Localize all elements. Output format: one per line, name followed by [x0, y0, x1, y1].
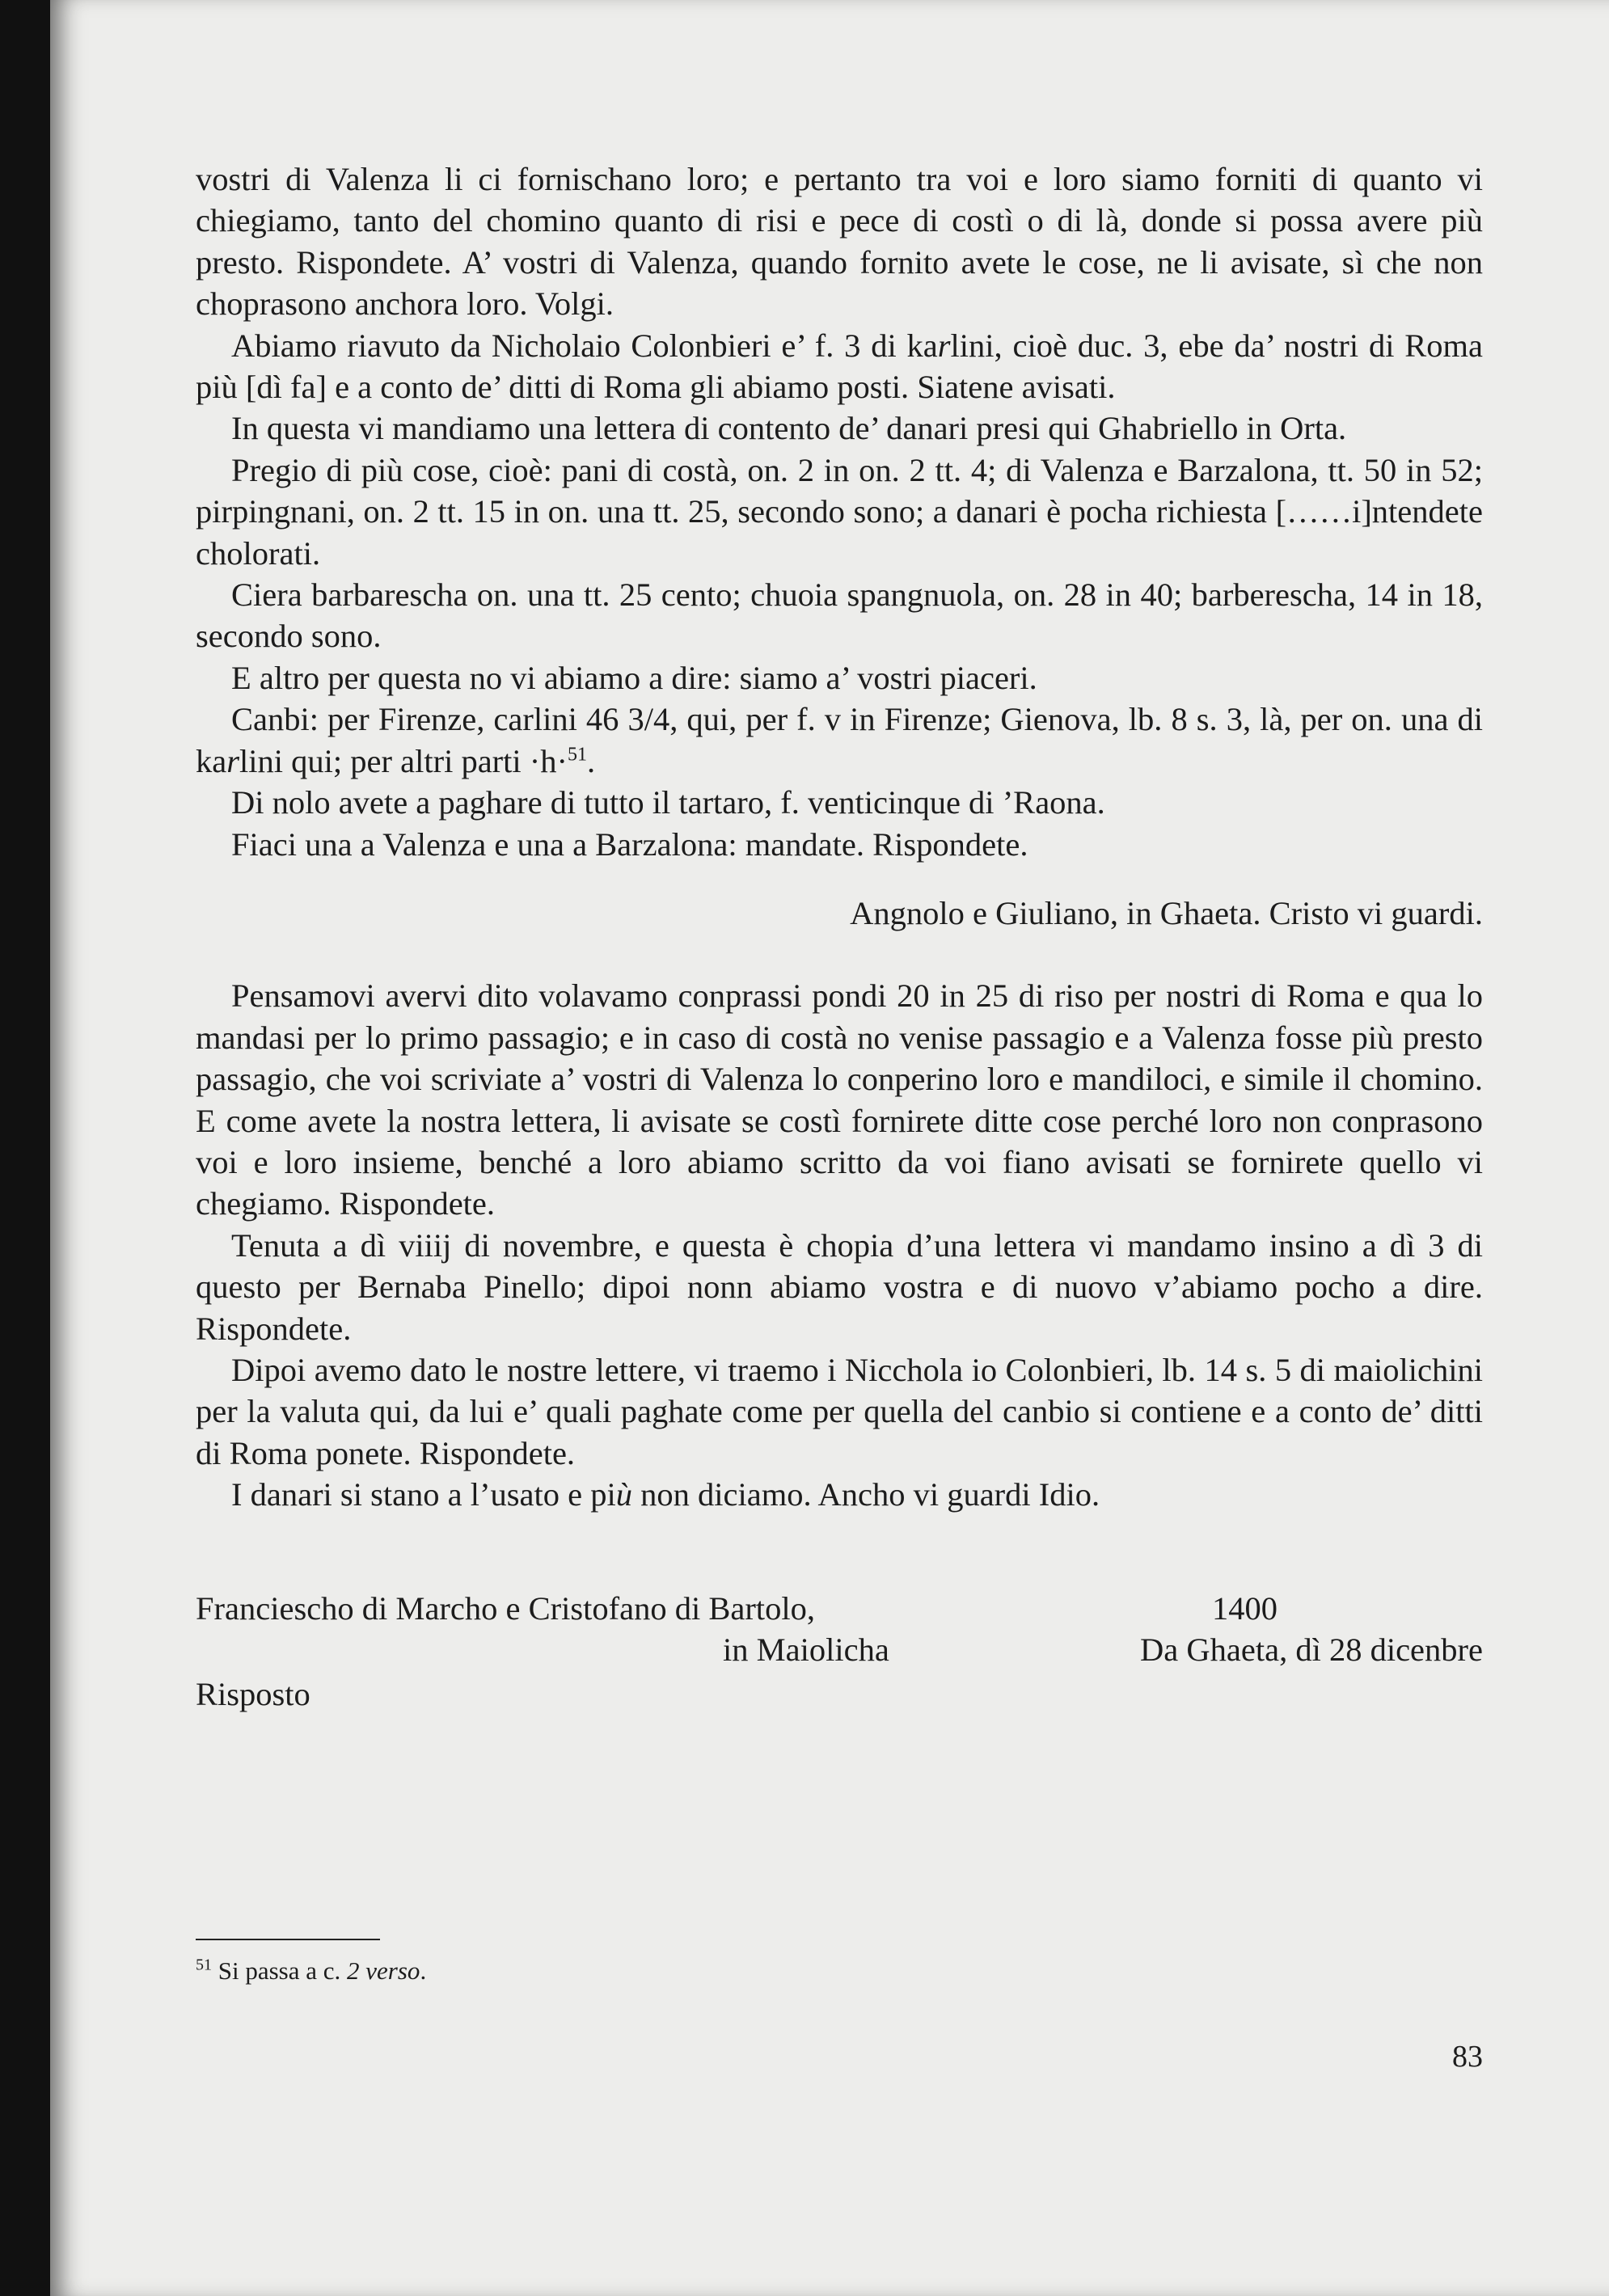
paragraph — [196, 699, 1483, 782]
addressee: Franciescho di Marcho e Cristofano di Bartolo, — [196, 1590, 815, 1627]
closing-signature: Angnolo e Giuliano, in Ghaeta. Cristo vi guardi. — [850, 894, 1483, 931]
footnote-text: Si passa a c. — [217, 1956, 348, 1985]
paragraph: E altro per questa no vi abiamo a dire: siamo a’ vostri piaceri. — [231, 659, 1037, 696]
paragraph: Pregio di più cose, cioè: pani di costà, on. 2 in on. 2 tt. 4; di Valenza e Barzalona, tt. 50 in 52; pirpingnani, on. 2 tt. 15 in on. una tt. 25, secondo sono; a danari è pocha richiesta [……i]ntendete cholorati. — [196, 451, 1483, 572]
paragraph: In questa vi mandiamo una lettera di contento de’ danari presi qui Ghabriello in Orta. — [231, 410, 1347, 447]
paragraph: Di nolo avete a paghare di tutto il tartaro, f. venticinque di ’Raona. — [231, 784, 1105, 821]
paragraph: Tenuta a dì viiij di novembre, e questa è chopia d’una lettera vi mandamo insino a dì 3 di questo per Bernaba Pinello; dipoi nonn abiamo vostra e di nuovo v’abiamo pocho a dire. Rispondete. — [196, 1226, 1483, 1347]
text-run: lini qui; per altri parti ·h· — [239, 742, 568, 779]
text-run: I danari si stano a l’usato e pi — [231, 1476, 616, 1513]
addressee-place: in Maiolicha — [723, 1631, 889, 1669]
paragraph — [196, 1474, 1483, 1515]
text-run: . — [587, 742, 596, 779]
paragraph — [196, 325, 1483, 408]
paragraph: Dipoi avemo dato le nostre lettere, vi traemo i Nicchola io Colonbieri, lb. 14 s. 5 di maiolichini per la valuta qui, da lui e’ quali paghate come per quella del canbio si contiene e a conto de’ ditti di Roma ponete. Rispondete. — [196, 1351, 1483, 1471]
year: 1400 — [1212, 1590, 1277, 1627]
letter-body — [196, 158, 1483, 1516]
italic-letter: ù — [615, 1476, 632, 1513]
address-block — [196, 1588, 1483, 1671]
italic-letter: r — [937, 327, 951, 364]
paragraph: vostri di Valenza li ci fornischano loro; e pertanto tra voi e loro siamo forniti di quanto vi chiegiamo, tanto del chomino quanto di risi e pece di costì o di là, donde si possa avere più presto. Rispondete. A’ vostri di Valenza, quando fornito avete le cose, ne li avisate, sì che non choprasono anchora loro. Volgi. — [196, 161, 1483, 323]
page-number: 83 — [1452, 2040, 1483, 2074]
footnote-rule — [196, 1939, 380, 1940]
footnote-number: 51 — [196, 1956, 212, 1974]
footnote-tail: . — [420, 1956, 427, 1985]
text-run: non diciamo. Ancho vi guardi Idio. — [632, 1476, 1100, 1513]
text-run: Canbi: per Firenze, carlini 46 3/4, qui, per f. v in Firenze; Gienova, lb. 8 s. 3, là, per on. una di ka — [196, 701, 1483, 779]
footnote-reference: 51 — [568, 744, 588, 766]
paragraph: Pensamovi avervi dito volavamo conprassi pondi 20 in 25 di riso per nostri di Roma e qua lo mandasi per lo primo passagio; e in caso di costà no venise passagio e a Valenza fosse più presto passagio, che voi scriviate a’ vostri di Valenza lo conperino loro e mandiloci, e simile il chomino. E come avete la nostra lettera, li avisate se costì fornirete ditte cose perché loro non conprasono voi e loro insieme, benché a loro abiamo scritto da voi fiano avisati se fornirete quello vi chegiamo. Rispondete. — [196, 977, 1483, 1222]
paragraph: Ciera barbarescha on. una tt. 25 cento; chuoia spangnuola, on. 28 in 40; barberescha, 14 in 18, secondo sono. — [196, 576, 1483, 655]
dateline: Da Ghaeta, dì 28 dicenbre — [1140, 1631, 1483, 1669]
footnote — [196, 1955, 426, 1987]
footnote-italic: 2 verso — [347, 1956, 420, 1985]
book-page — [50, 0, 1609, 2296]
text-run: lini, cioè duc. 3, ebe da’ nostri di Roma più [dì fa] e a conto de’ ditti di Roma gli abiamo posti. Siatene avisati. — [196, 327, 1484, 406]
italic-letter: r — [226, 742, 239, 779]
risposto-note: Risposto — [196, 1676, 310, 1712]
text-run: Abiamo riavuto da Nicholaio Colonbieri e’ f. 3 di ka — [231, 327, 938, 364]
paragraph: Fiaci una a Valenza e una a Barzalona: mandate. Rispondete. — [231, 825, 1028, 863]
